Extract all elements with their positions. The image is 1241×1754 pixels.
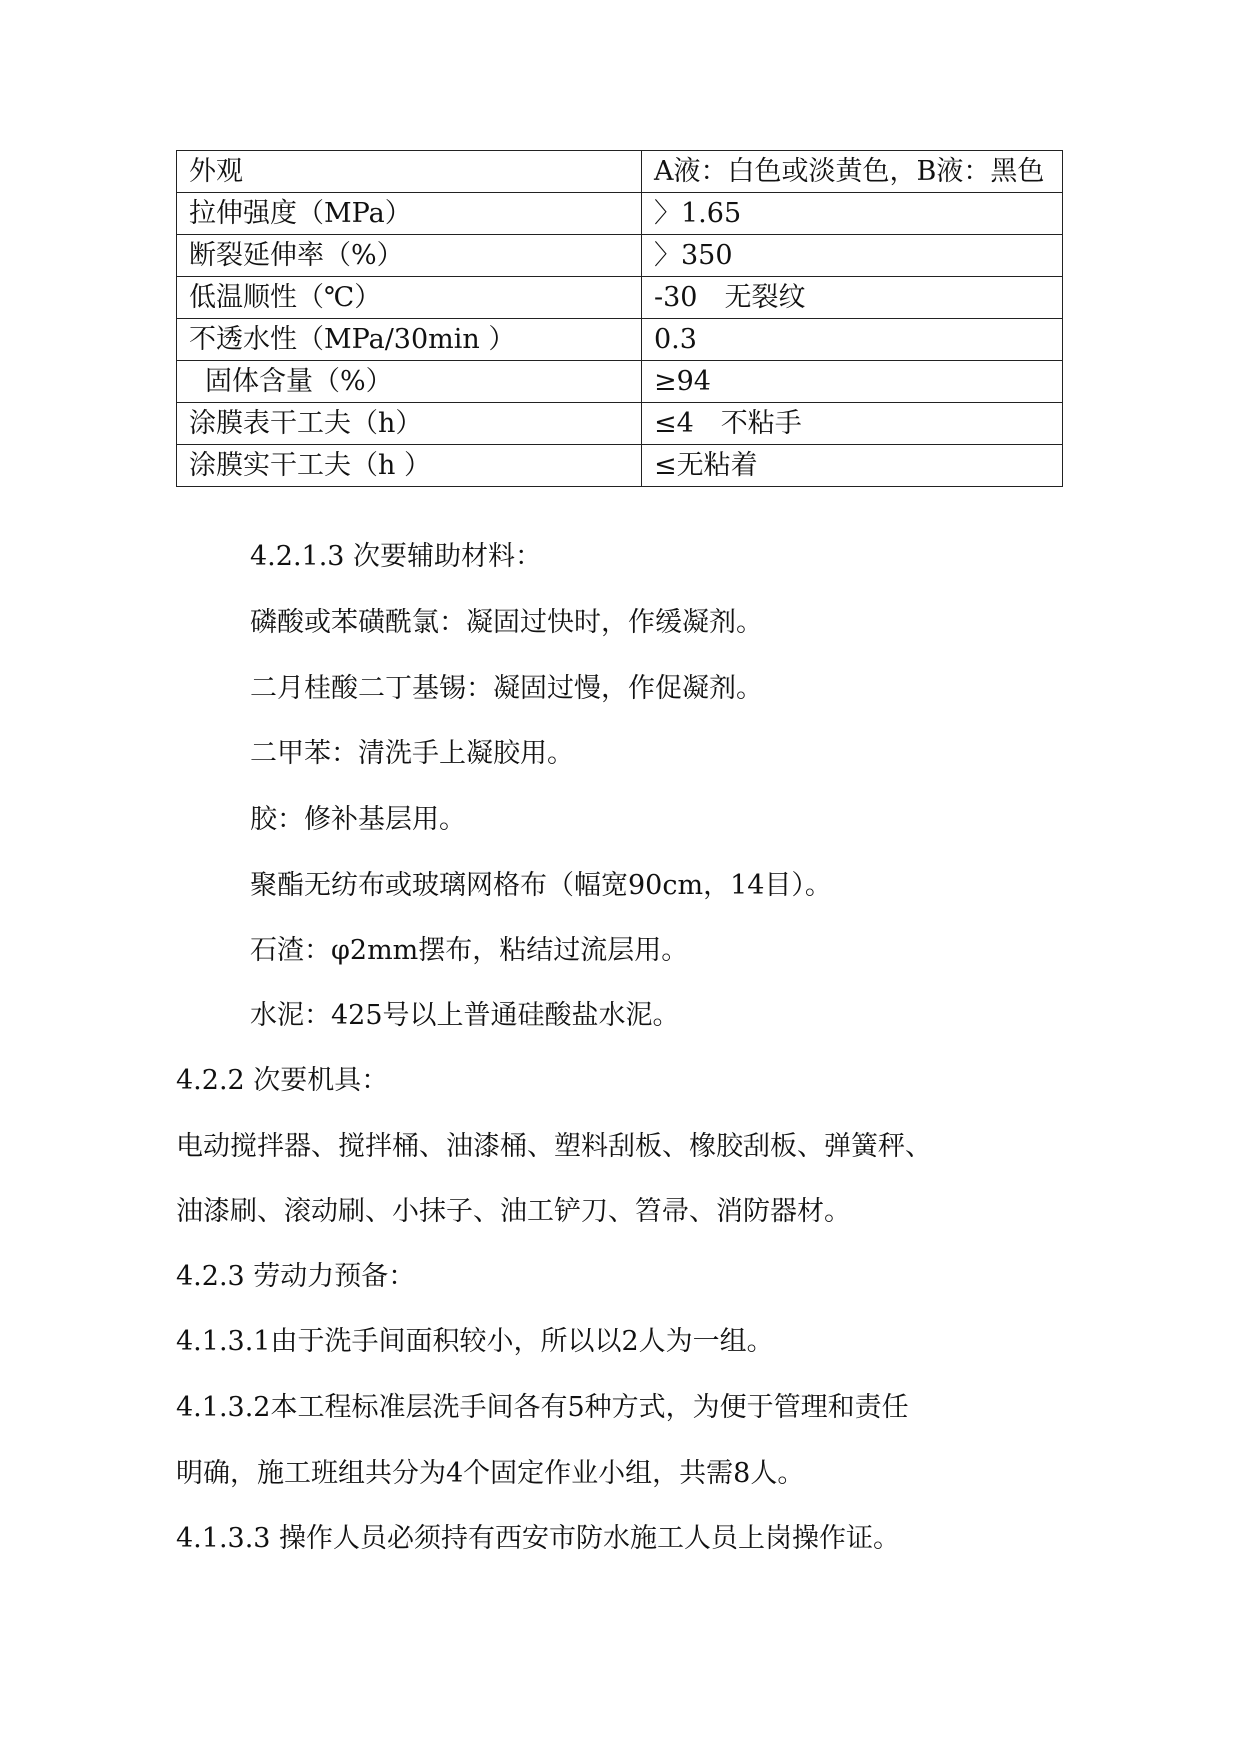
value-cell: ≤无粘着 [642,445,1063,487]
material-item: 聚酯无纺布或玻璃网格布（幅宽90cm，14目）。 [250,870,832,901]
material-item: 胶：修补基层用。 [250,804,466,835]
property-cell: 涂膜实干工夫（h ） [177,445,642,487]
body-paragraph: 4.1.3.1由于洗手间面积较小，所以以2人为一组。 [176,1326,774,1357]
property-cell: 低温顺性（℃） [177,277,642,319]
value-cell: 〉350 [642,235,1063,277]
property-cell: 不透水性（MPa/30min ） [177,319,642,361]
section-heading-4-2-1-3: 4.2.1.3 次要辅助材料： [250,541,543,572]
material-item: 水泥：425号以上普通硅酸盐水泥。 [250,1000,680,1031]
material-item: 二月桂酸二丁基锡：凝固过慢，作促凝剂。 [250,673,763,704]
property-cell: 涂膜表干工夫（h） [177,403,642,445]
value-cell: ≤4 不粘手 [642,403,1063,445]
section-heading-4-2-3: 4.2.3 劳动力预备： [176,1261,416,1292]
section-heading-4-2-2: 4.2.2 次要机具： [176,1065,389,1096]
table-row [177,403,1063,445]
body-paragraph: 明确，施工班组共分为4个固定作业小组，共需8人。 [176,1458,805,1489]
value-cell: -30 无裂纹 [642,277,1063,319]
material-item: 二甲苯：清洗手上凝胶用。 [250,738,574,769]
value-cell: A液：白色或淡黄色，B液：黑色 [642,151,1063,193]
table-row [177,319,1063,361]
material-item: 石渣：φ2mm摆布，粘结过流层用。 [250,935,689,966]
body-paragraph: 油漆刷、滚动刷、小抹子、油工铲刀、笤帚、消防器材。 [176,1196,851,1227]
table-row [177,151,1063,193]
property-cell: 固体含量（%） [177,361,642,403]
body-paragraph: 电动搅拌器、搅拌桶、油漆桶、塑料刮板、橡胶刮板、弹簧秤、 [176,1131,932,1162]
material-item: 磷酸或苯磺酰氯：凝固过快时，作缓凝剂。 [250,607,763,638]
table-row [177,193,1063,235]
value-cell: 0.3 [642,319,1063,361]
table-row [177,361,1063,403]
property-cell: 外观 [177,151,642,193]
value-cell: ≥94 [642,361,1063,403]
value-cell: 〉1.65 [642,193,1063,235]
table-row [177,277,1063,319]
property-cell: 拉伸强度（MPa） [177,193,642,235]
table-row [177,445,1063,487]
properties-table [176,150,1063,487]
body-paragraph: 4.1.3.3 操作人员必须持有西安市防水施工人员上岗操作证。 [176,1523,901,1554]
body-paragraph: 4.1.3.2本工程标准层洗手间各有5种方式，为便于管理和责任 [176,1392,909,1423]
property-cell: 断裂延伸率（%） [177,235,642,277]
table-row [177,235,1063,277]
